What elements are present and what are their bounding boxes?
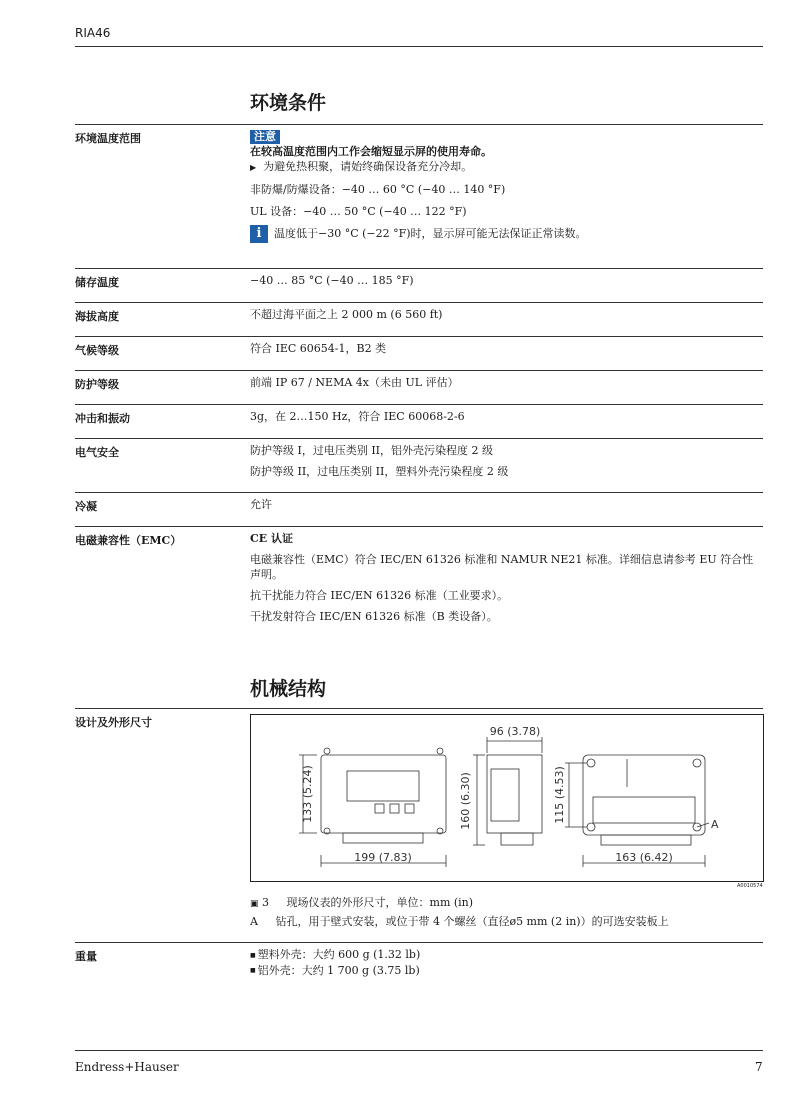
section-title-environment: 环境条件 bbox=[250, 92, 327, 114]
notice-bullet-item bbox=[250, 159, 762, 175]
front-button bbox=[405, 804, 414, 813]
storage-temp-value: −40 … 85 °C (−40 … 185 °F) bbox=[250, 274, 414, 287]
info-note-text: 温度低于−30 °C (−22 °F)时，显示屏可能无法保证正常读数。 bbox=[274, 227, 587, 240]
dim-width2: 163 (6.42) bbox=[615, 851, 673, 864]
dim-height3: 115 (4.53) bbox=[553, 766, 566, 824]
emc-label: 电磁兼容性（EMC） bbox=[75, 534, 182, 547]
legend-text: 钻孔，用于壁式安装，或位于带 4 个螺丝（直径ø5 mm (2 in)）的可选安装板上 bbox=[275, 915, 669, 928]
dimension-drawing-svg bbox=[251, 715, 763, 881]
figure-caption-text: 现场仪表的外形尺寸，单位：mm (in) bbox=[286, 896, 474, 909]
section-title-mechanical: 机械结构 bbox=[250, 678, 327, 700]
ambient-temp-label: 环境温度范围 bbox=[75, 132, 141, 145]
front-button bbox=[375, 804, 384, 813]
climate-value: 符合 IEC 60654-1，B2 类 bbox=[250, 342, 387, 355]
electrical-safety-label: 电气安全 bbox=[75, 446, 119, 459]
notice-bullet-text: 为避免热积聚，请始终确保设备充分冷却。 bbox=[263, 160, 473, 173]
row-rule bbox=[75, 302, 763, 303]
figure-number: 3 bbox=[262, 896, 270, 909]
info-note bbox=[250, 225, 762, 243]
storage-temp-label: 储存温度 bbox=[75, 276, 119, 289]
emc-emission: 干扰发射符合 IEC/EN 61326 标准（B 类设备）。 bbox=[250, 610, 498, 623]
section-rule bbox=[75, 124, 763, 125]
notice-heading: 在较高温度范围内工作会缩短显示屏的使用寿命。 bbox=[250, 145, 492, 158]
display-window bbox=[347, 771, 419, 801]
condensation-label: 冷凝 bbox=[75, 500, 97, 513]
shock-value: 3g，在 2…150 Hz，符合 IEC 60068-2-6 bbox=[250, 410, 465, 423]
row-rule bbox=[75, 336, 763, 337]
notice-badge: 注意 bbox=[250, 130, 280, 144]
altitude-value: 不超过海平面之上 2 000 m (6 560 ft) bbox=[250, 308, 443, 321]
electrical-safety-plastic: 防护等级 II，过电压类别 II，塑料外壳污染程度 2 级 bbox=[250, 465, 509, 478]
emc-immunity: 抗干扰能力符合 IEC/EN 61326 标准（工业要求）。 bbox=[250, 589, 509, 602]
row-rule bbox=[75, 268, 763, 269]
document-title: RIA46 bbox=[75, 26, 111, 40]
footer-rule bbox=[75, 1050, 763, 1051]
row-rule bbox=[75, 526, 763, 527]
row-rule bbox=[75, 942, 763, 943]
climate-label: 气候等级 bbox=[75, 344, 119, 357]
ambient-temp-block bbox=[250, 129, 762, 243]
emc-block bbox=[250, 531, 762, 624]
figure-icon: ▣ bbox=[250, 899, 259, 909]
legend-key: A bbox=[250, 915, 258, 928]
weight-label: 重量 bbox=[75, 950, 97, 963]
protection-label: 防护等级 bbox=[75, 378, 119, 391]
dim-width1: 199 (7.83) bbox=[354, 851, 412, 864]
row-rule bbox=[75, 404, 763, 405]
section-rule bbox=[75, 708, 763, 709]
dim-height2: 160 (6.30) bbox=[459, 772, 472, 830]
front-button bbox=[390, 804, 399, 813]
emc-paragraph-line1: 电磁兼容性（EMC）符合 IEC/EN 61326 标准和 NAMUR NE21 标准。详细信息请参考 EU 符合性 bbox=[250, 553, 754, 566]
dim-marker-a: A bbox=[711, 818, 719, 831]
page-number: 7 bbox=[755, 1060, 763, 1074]
dimensions-label: 设计及外形尺寸 bbox=[75, 716, 152, 729]
info-icon: i bbox=[250, 225, 268, 243]
list-item: ■ 塑料外壳：大约 600 g (1.32 lb) bbox=[250, 947, 420, 963]
dim-height1: 133 (5.24) bbox=[301, 765, 314, 823]
altitude-label: 海拔高度 bbox=[75, 310, 119, 323]
electrical-safety-aluminium: 防护等级 I，过电压类别 II，铝外壳污染程度 2 级 bbox=[250, 444, 494, 457]
row-rule bbox=[75, 492, 763, 493]
shock-label: 冲击和振动 bbox=[75, 412, 130, 425]
weight-list bbox=[250, 947, 420, 978]
condensation-value: 允许 bbox=[250, 498, 272, 511]
emc-paragraph-line2: 声明。 bbox=[250, 568, 283, 581]
emc-ce-heading: CE 认证 bbox=[250, 532, 293, 545]
row-rule bbox=[75, 438, 763, 439]
dim-depth: 96 (3.78) bbox=[489, 725, 541, 738]
triangle-right-icon: ▶ bbox=[250, 163, 257, 172]
ul-range: UL 设备：−40 … 50 °C (−40 … 122 °F) bbox=[250, 205, 467, 218]
figure-legend bbox=[250, 914, 762, 929]
dimension-drawing bbox=[250, 714, 764, 882]
header-rule bbox=[75, 46, 763, 47]
figure-code: A0010574 bbox=[737, 883, 763, 889]
protection-value: 前端 IP 67 / NEMA 4x（未由 UL 评估） bbox=[250, 376, 459, 389]
front-housing bbox=[321, 755, 446, 833]
nonex-range: 非防爆/防爆设备：−40 … 60 °C (−40 … 140 °F) bbox=[250, 183, 506, 196]
electrical-safety-block bbox=[250, 443, 508, 479]
row-rule bbox=[75, 370, 763, 371]
list-item: ■ 铝外壳：大约 1 700 g (3.75 lb) bbox=[250, 963, 420, 979]
figure-caption bbox=[250, 895, 762, 912]
footer-brand: Endress+Hauser bbox=[75, 1060, 179, 1074]
